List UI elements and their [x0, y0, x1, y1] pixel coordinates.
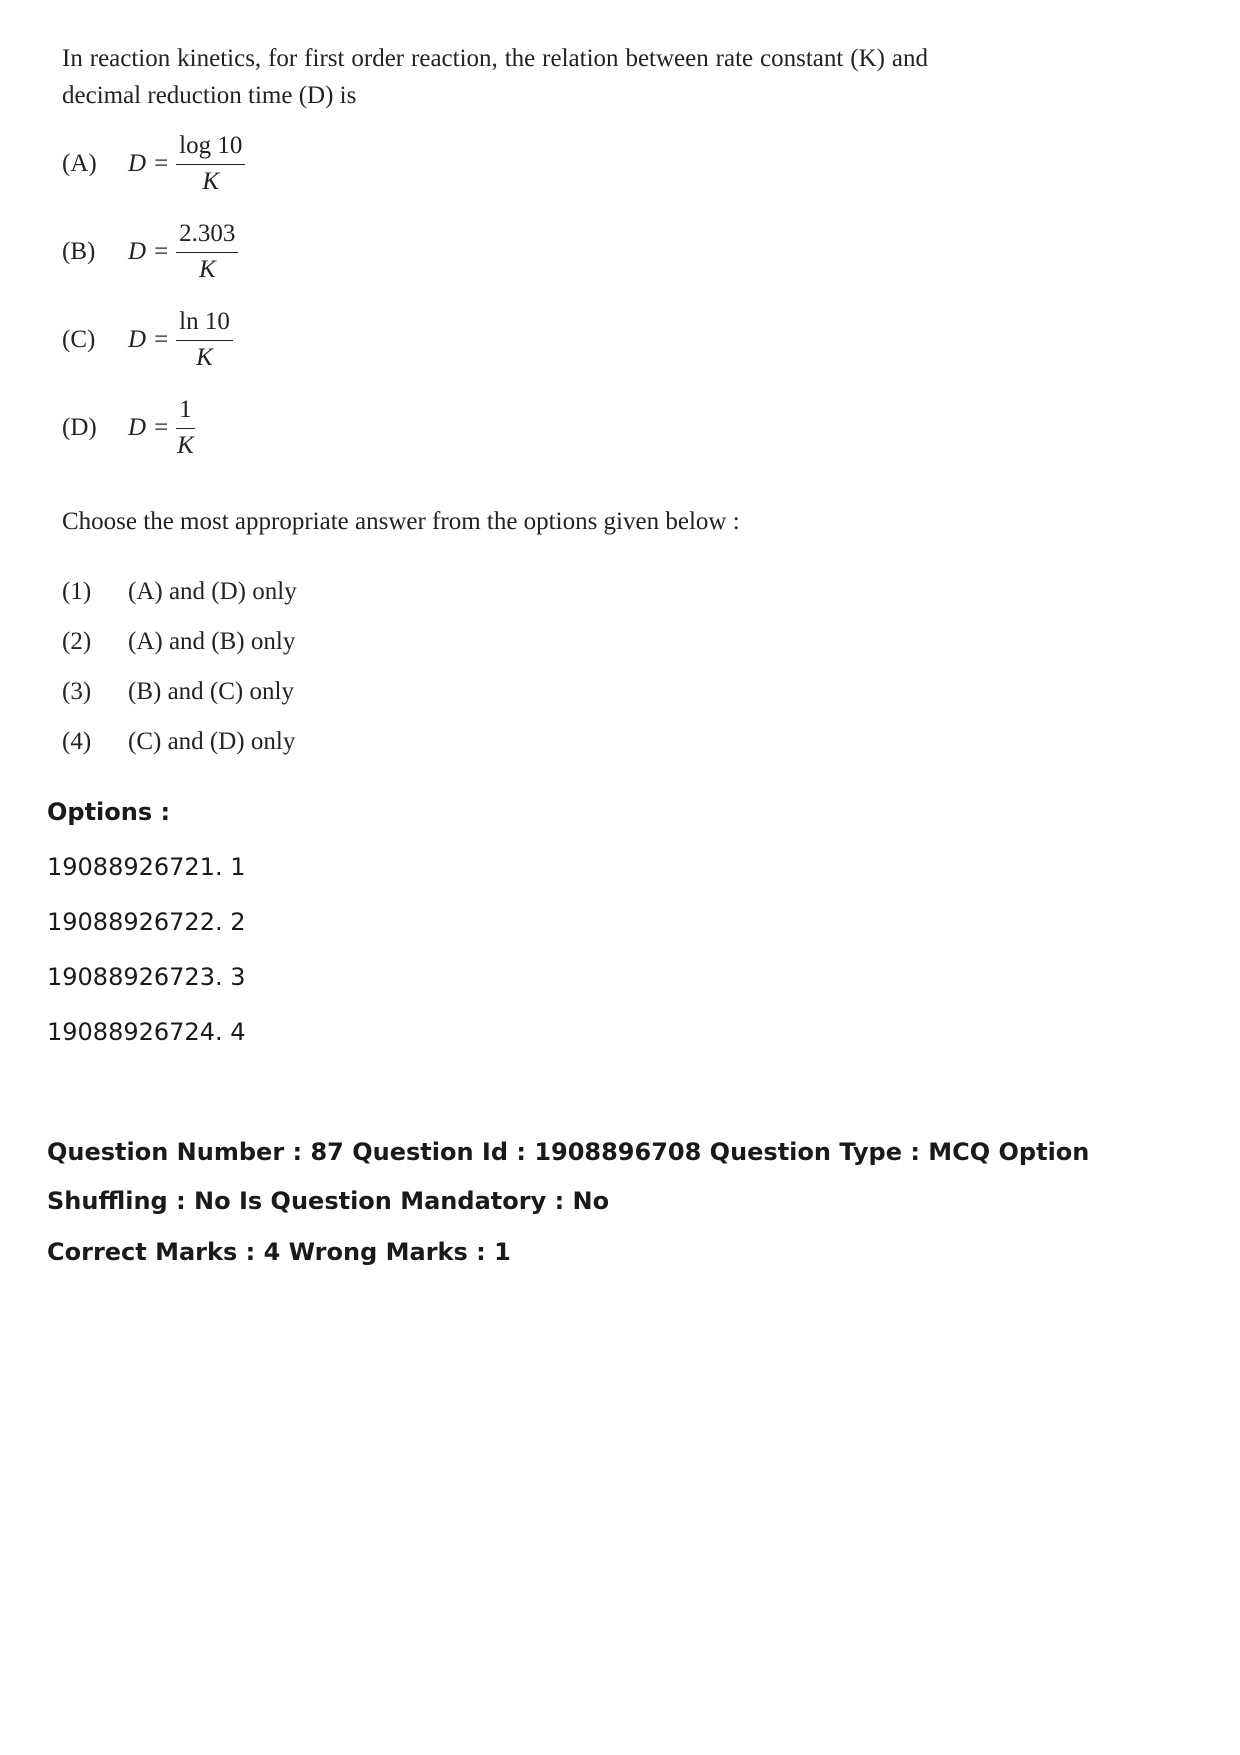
fraction-denominator: K: [196, 343, 213, 371]
choice-text: (C) and (D) only: [128, 728, 296, 755]
choose-instruction: Choose the most appropriate answer from the options given below :: [62, 508, 740, 535]
choice-4: [62, 728, 295, 756]
choice-number: (1): [62, 578, 92, 605]
statement-a: [62, 132, 245, 197]
choice-2: [62, 628, 295, 656]
question-meta: Question Number : 87 Question Id : 1908896708 Question Type : MCQ Option Shuffling : No Is Question Mandatory : No: [47, 1138, 1090, 1215]
statement-label: (B): [62, 238, 96, 266]
fraction-numerator: log 10: [176, 132, 245, 165]
equation-lhs: D: [128, 238, 147, 266]
equation-lhs: D: [128, 150, 147, 178]
choice-3: [62, 678, 294, 706]
statement-d: [62, 396, 195, 461]
fraction: [176, 220, 238, 285]
question-image: [62, 40, 942, 755]
question-stem: [62, 40, 942, 114]
question-stem-line-2: decimal reduction time (D) is: [62, 82, 357, 109]
choice-text: (A) and (B) only: [128, 628, 296, 655]
equals-sign: =: [154, 414, 169, 442]
choice-1: [62, 578, 297, 606]
fraction-denominator: K: [202, 167, 220, 195]
options-heading: Options :: [47, 798, 171, 826]
fraction-numerator: 1: [176, 396, 195, 429]
equation-lhs: D: [128, 414, 147, 442]
choice-number: (3): [62, 678, 92, 705]
question-stem-line-1: In reaction kinetics, for first order reaction, the relation between rate constant (K) and: [62, 45, 928, 72]
statement-label: (A): [62, 150, 97, 178]
fraction-numerator: ln 10: [176, 308, 233, 341]
choice-text: (B) and (C) only: [128, 678, 294, 705]
option-item-3: 19088926723. 3: [47, 963, 246, 991]
statement-label: (C): [62, 326, 96, 354]
option-item-1: 19088926721. 1: [47, 853, 246, 881]
choice-number: (2): [62, 628, 92, 655]
fraction: [176, 396, 195, 461]
equals-sign: =: [154, 238, 169, 266]
choice-text: (A) and (D) only: [128, 578, 297, 605]
choice-number: (4): [62, 728, 92, 755]
equals-sign: =: [154, 150, 169, 178]
statement-b: [62, 220, 238, 285]
fraction: [176, 308, 233, 373]
equals-sign: =: [154, 326, 169, 354]
marks-info: Correct Marks : 4 Wrong Marks : 1: [47, 1238, 511, 1266]
fraction-denominator: K: [198, 255, 216, 283]
statement-label: (D): [62, 414, 97, 442]
option-item-4: 19088926724. 4: [47, 1018, 246, 1046]
equation-lhs: D: [128, 326, 147, 354]
fraction-denominator: K: [177, 431, 194, 459]
fraction-numerator: 2.303: [176, 220, 238, 253]
statement-c: [62, 308, 233, 373]
option-item-2: 19088926722. 2: [47, 908, 246, 936]
fraction: [176, 132, 245, 197]
